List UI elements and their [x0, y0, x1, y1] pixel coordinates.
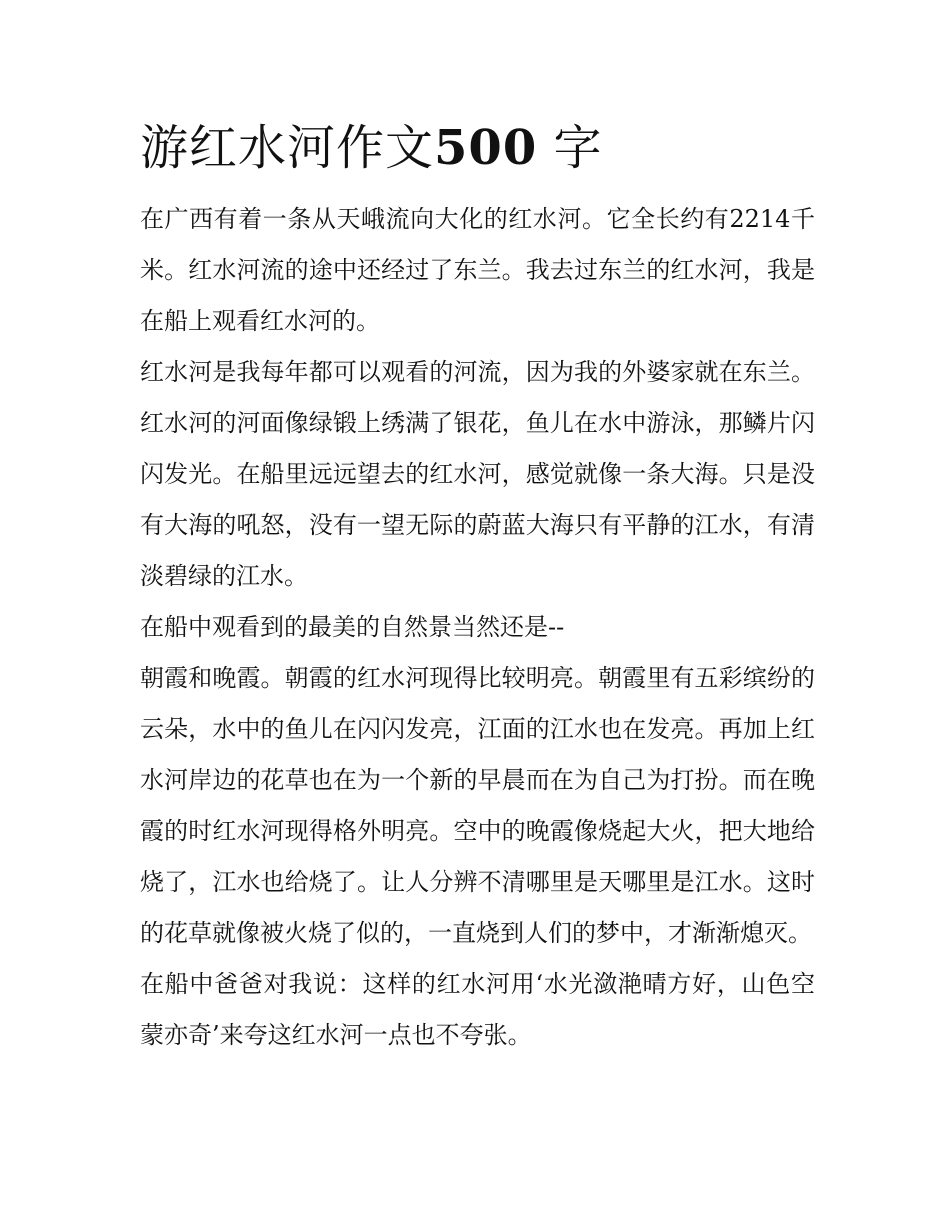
title-prefix: 游红水河作文 — [140, 120, 435, 176]
title-number: 500 — [434, 120, 538, 176]
document-title — [140, 112, 815, 184]
paragraph-best-scenery: 在船中观看到的最美的自然景当然还是-- — [140, 613, 565, 641]
paragraph-river-view: 红水河是我每年都可以观看的河流，因为我的外婆家就在东兰。红水河的河面像绿锻上绣满了银花，鱼儿在水中游泳，那鳞片闪闪发光。在船里远远望去的红水河，感觉就像一条大海。只是没有大海的吼怒，没有一望无际的蔚蓝大海只有平静的江水，有清淡碧绿的江水。 — [140, 358, 815, 590]
paragraph-intro: 在广西有着一条从天峨流向大化的红水河。它全长约有2214千米。红水河流的途中还经过了东兰。我去过东兰的红水河，我是在船上观看红水河的。 — [140, 205, 815, 335]
paragraph-sunrise-sunset: 朝霞和晚霞。朝霞的红水河现得比较明亮。朝霞里有五彩缤纷的云朵，水中的鱼儿在闪闪发亮，江面的江水也在发亮。再加上红水河岸边的花草也在为一个新的早晨而在为自己为打扮。而在晚霞的时红水河现得格外明亮。空中的晚霞像烧起大火，把大地给烧了，江水也给烧了。让人分辨不清哪里是天哪里是江水。这时的花草就像被火烧了似的，一直烧到人们的梦中，才渐渐熄灭。 — [140, 664, 815, 947]
title-suffix: 字 — [553, 120, 603, 176]
paragraph-father-quote: 在船中爸爸对我说：这样的红水河用‘水光潋滟晴方好，山色空蒙亦奇’来夸这红水河一点也不夸张。 — [140, 970, 815, 1049]
document-page — [140, 112, 815, 1061]
